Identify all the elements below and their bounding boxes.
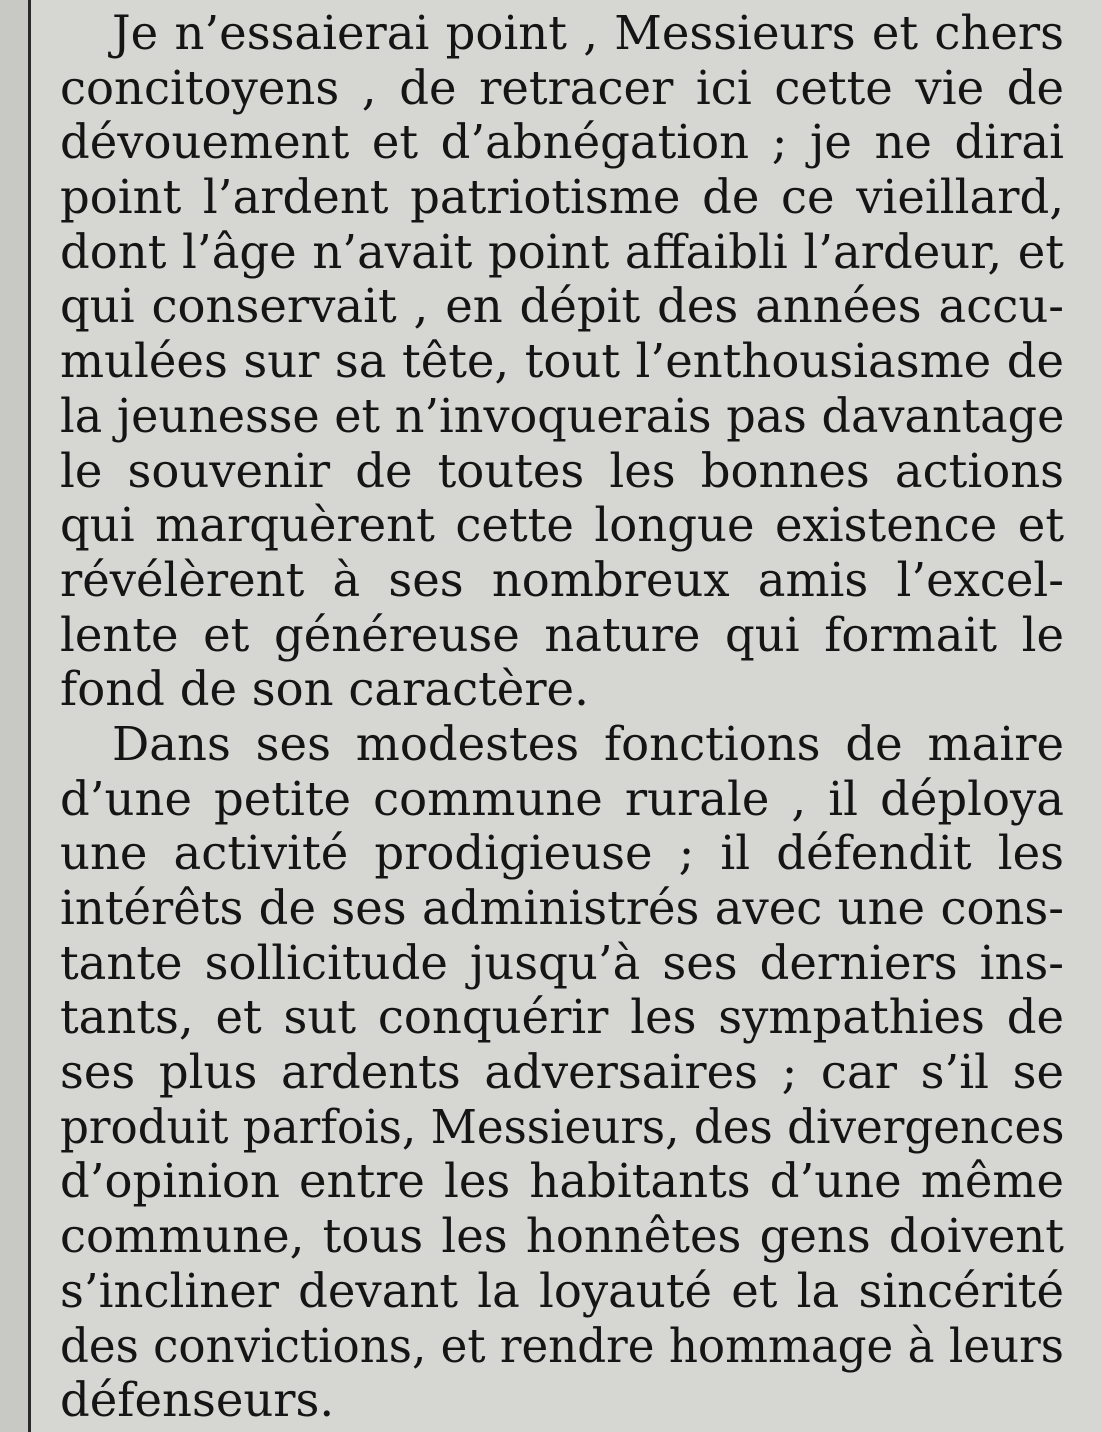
text-line: Je n’essaierai point , Messieurs et chers [112,6,1064,60]
text-line: s’incliner devant la loyauté et la sincérité [60,1263,1064,1318]
text-line: fond de son caractère. [60,662,589,717]
text-line: d’opinion entre les habitants d’une même [60,1154,1064,1209]
text-line: tante sollicitude jusqu’à ses derniers ins- [60,935,1064,990]
text-line: dont l’âge n’avait point affaibli l’ardeur, et [60,224,1064,279]
text-line: produit parfois, Messieurs, des divergences [60,1099,1065,1154]
text-line: concitoyens , de retracer ici cette vie de [60,60,1064,115]
column-rule [28,0,31,1432]
adjacent-column-edge [0,0,28,1432]
text-line: tants, et sut conquérir les sympathies de [60,990,1064,1045]
paragraph-2 [60,717,1064,1428]
text-line: qui conservait , en dépit des années accu- [60,279,1064,334]
article-body [60,6,1064,1428]
text-line: point l’ardent patriotisme de ce vieillard, [60,170,1064,225]
text-line: dévouement et d’abnégation ; je ne dirai [60,115,1064,170]
text-line: intérêts de ses administrés avec une cons- [60,881,1064,935]
text-line: des convictions, et rendre hommage à leurs [60,1318,1064,1373]
text-line: qui marquèrent cette longue existence et [60,498,1064,553]
text-line: une activité prodigieuse ; il défendit les [60,826,1064,881]
text-line: lente et généreuse nature qui formait le [60,607,1064,662]
text-line: révélèrent à ses nombreux amis l’excel- [60,552,1064,607]
text-line: le souvenir de toutes les bonnes actions [60,443,1064,498]
text-line: la jeunesse et n’invoquerais pas davantage [60,388,1065,443]
text-line: commune, tous les honnêtes gens doivent [60,1209,1064,1264]
text-line: d’une petite commune rurale , il déploya [60,771,1064,826]
text-line: Dans ses modestes fonctions de maire [112,716,1064,771]
text-line: défenseurs. [60,1373,335,1428]
paragraph-1 [60,6,1064,717]
text-line: ses plus ardents adversaires ; car s’il se [60,1045,1064,1100]
text-line: mulées sur sa tête, tout l’enthousiasme de [60,334,1064,389]
